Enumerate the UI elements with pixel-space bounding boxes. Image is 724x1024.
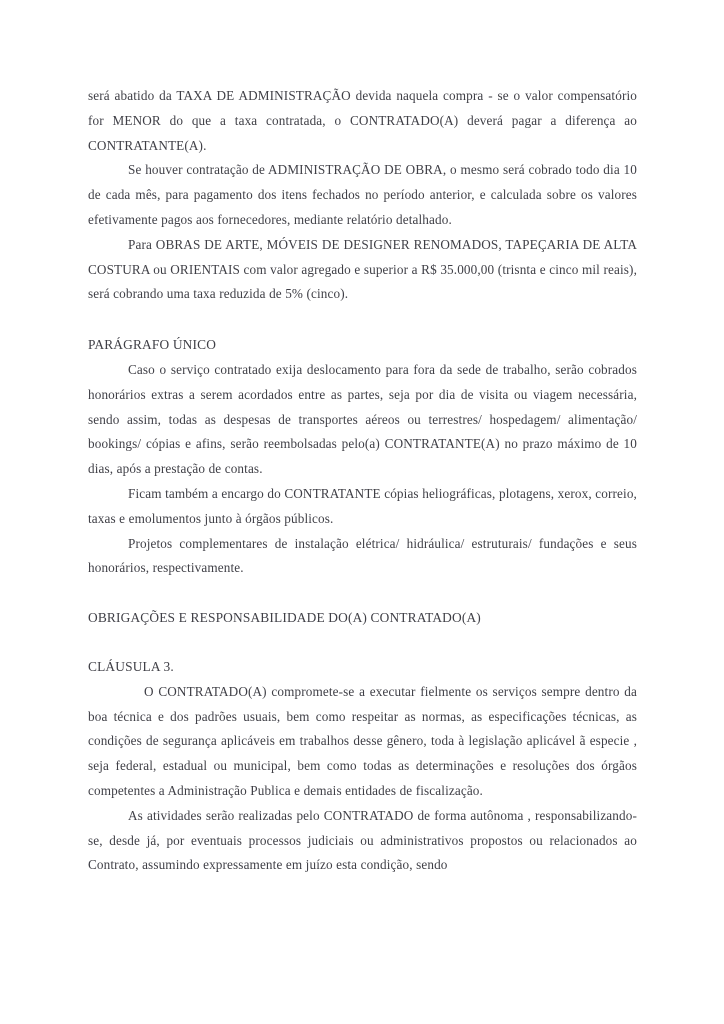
spacer-before-clausula-3 [88, 631, 637, 655]
paragraph-clausula3-obrigacoes: O CONTRATADO(A) compromete-se a executar fielmente os serviços sempre dentro da boa técnica e dos padrões usuais, bem como respeitar as normas, as especificações técnicas, as condições de segurança aplicáveis em trabalhos desse gênero, toda à legislação aplicável ã especie , seja federal, estadual ou municipal, bem como todas as determinações e resoluções dos órgãos competentes a Administração Publica e demais entidades de fiscalização. [88, 683, 637, 798]
heading-paragrafo-unico: PARÁGRAFO ÚNICO [88, 337, 217, 353]
spacer-before-obrigacoes [88, 581, 637, 606]
paragraph-obras-de-arte: Para OBRAS DE ARTE, MÓVEIS DE DESIGNER RENOMADOS, TAPEÇARIA DE ALTA COSTURA ou ORIENTAIS com valor agregado e superior a R$ 35.000,00 (trisnta e cinco mil reais), será cobrando uma taxa reduzida de 5% (cinco). [88, 236, 637, 302]
heading-clausula-3: CLÁUSULA 3. [88, 658, 174, 674]
heading-obrigacoes-responsabilidade: OBRIGAÇÕES E RESPONSABILIDADE DO(A) CONTRATADO(A) [88, 610, 481, 626]
document-text-column [88, 84, 637, 878]
paragraph-taxa-administracao: será abatido da TAXA DE ADMINISTRAÇÃO devida naquela compra - se o valor compensatório for MENOR do que a taxa contratada, o CONTRATADO(A) deverá pagar a diferença ao CONTRATANTE(A). [88, 88, 637, 153]
paragraph-projetos-complementares: Projetos complementares de instalação elétrica/ hidráulica/ estruturais/ fundações e seus honorários, respectivamente. [88, 535, 637, 576]
paragraph-heliograficas: Ficam também a encargo do CONTRATANTE cópias heliográficas, plotagens, xerox, correio, taxas e emolumentos junto à órgãos públicos. [88, 485, 637, 526]
paragraph-clausula3-atividades: As atividades serão realizadas pelo CONTRATADO de forma autônoma , responsabilizando-se, desde já, por eventuais processos judiciais ou administrativos propostos ou relacionados ao Contrato, assumindo expressamente em juízo esta condição, sendo [88, 807, 637, 873]
paragraph-deslocamento: Caso o serviço contratado exija deslocamento para fora da sede de trabalho, serão cobrados honorários extras a serem acordados entre as partes, seja por dia de visita ou viagem necessária, sendo assim, todas as despesas de transportes aéreos ou terrestres/ hospedagem/ alimentação/ bookings/ cópias e afins, serão reembolsadas pelo(a) CONTRATANTE(A) no prazo máximo de 10 dias, após a prestação de contas. [88, 361, 637, 477]
paragraph-administracao-obra: Se houver contratação de ADMINISTRAÇÃO DE OBRA, o mesmo será cobrado todo dia 10 de cada mês, para pagamento dos itens fechados no período anterior, e calculada sobre os valores efetivamente pagos aos fornecedores, mediante relatório detalhado. [88, 162, 637, 227]
spacer-before-paragrafo-unico [88, 307, 637, 333]
